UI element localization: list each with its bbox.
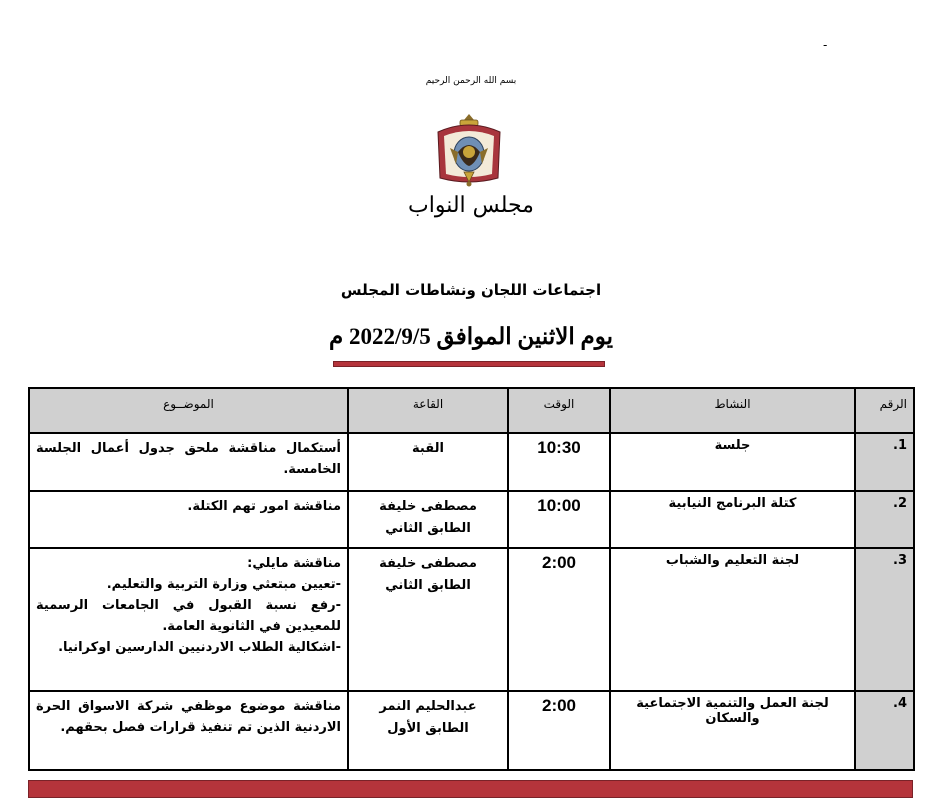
hall-line: الطابق الثاني [385, 578, 471, 593]
topic-line: أستكمال مناقشة ملحق جدول أعمال الجلسة الخامسة. [36, 441, 341, 477]
topic-line: مناقشة مايلي: [247, 556, 341, 571]
topic-line: -رفع نسبة القبول في الجامعات الرسمية للمعيدين في الثانوية العامة. [36, 598, 341, 634]
table-row [29, 433, 914, 491]
topic-line: مناقشة موضوع موظفي شركة الاسواق الحرة الاردنية الذين تم تنفيذ قرارات فصل بحقهم. [36, 699, 341, 735]
row-topic [29, 433, 348, 491]
row-activity: لجنة العمل والتنمية الاجتماعية والسكان [610, 691, 855, 770]
row-topic [29, 548, 348, 691]
hall-line: الطابق الثاني [385, 521, 471, 536]
footer-accent-bar [28, 780, 913, 798]
header-time: الوقت [508, 388, 610, 433]
row-activity: لجنة التعليم والشباب [610, 548, 855, 691]
hall-line: عبدالحليم النمر [379, 699, 477, 714]
topic-line: مناقشة امور تهم الكتلة. [187, 499, 341, 514]
table-row [29, 491, 914, 548]
coat-of-arms-emblem [428, 108, 510, 190]
row-activity: كتلة البرنامج النيابية [610, 491, 855, 548]
row-time: 10:30 [508, 433, 610, 491]
table-row [29, 548, 914, 691]
date-heading: يوم الاثنين الموافق 2022/9/5 م [329, 324, 613, 349]
hall-line: مصطفى خليفة [379, 556, 477, 571]
row-time: 2:00 [508, 548, 610, 691]
document-title: اجتماعات اللجان ونشاطات المجلس [340, 281, 602, 299]
hall-line: القبة [412, 441, 444, 456]
row-hall [348, 491, 508, 548]
row-activity: جلسة [610, 433, 855, 491]
row-hall [348, 691, 508, 770]
hall-line: مصطفى خليفة [379, 499, 477, 514]
header-activity: النشاط [610, 388, 855, 433]
header-topic: الموضــوع [29, 388, 348, 433]
row-number: 2. [855, 491, 914, 548]
row-topic [29, 691, 348, 770]
topic-line: -تعيين مبتعثي وزارة التربية والتعليم. [106, 577, 341, 592]
basmala: بسم الله الرحمن الرحيم [425, 76, 517, 86]
schedule-table [28, 387, 915, 771]
row-time: 2:00 [508, 691, 610, 770]
row-hall [348, 433, 508, 491]
assembly-name-logotype: مجلس النواب [408, 193, 534, 218]
hall-line: الطابق الأول [387, 721, 469, 736]
row-number: 3. [855, 548, 914, 691]
row-number: 4. [855, 691, 914, 770]
row-number: 1. [855, 433, 914, 491]
table-header-row [29, 388, 914, 433]
header-number: الرقم [855, 388, 914, 433]
row-topic [29, 491, 348, 548]
row-time: 10:00 [508, 491, 610, 548]
row-hall [348, 548, 508, 691]
table-row [29, 691, 914, 770]
topic-line: -اشكالية الطلاب الاردنيين الدارسين اوكرانيا. [58, 640, 341, 655]
date-underline-bar [333, 361, 605, 367]
header-hall: القاعة [348, 388, 508, 433]
stray-dash: - [823, 38, 828, 52]
